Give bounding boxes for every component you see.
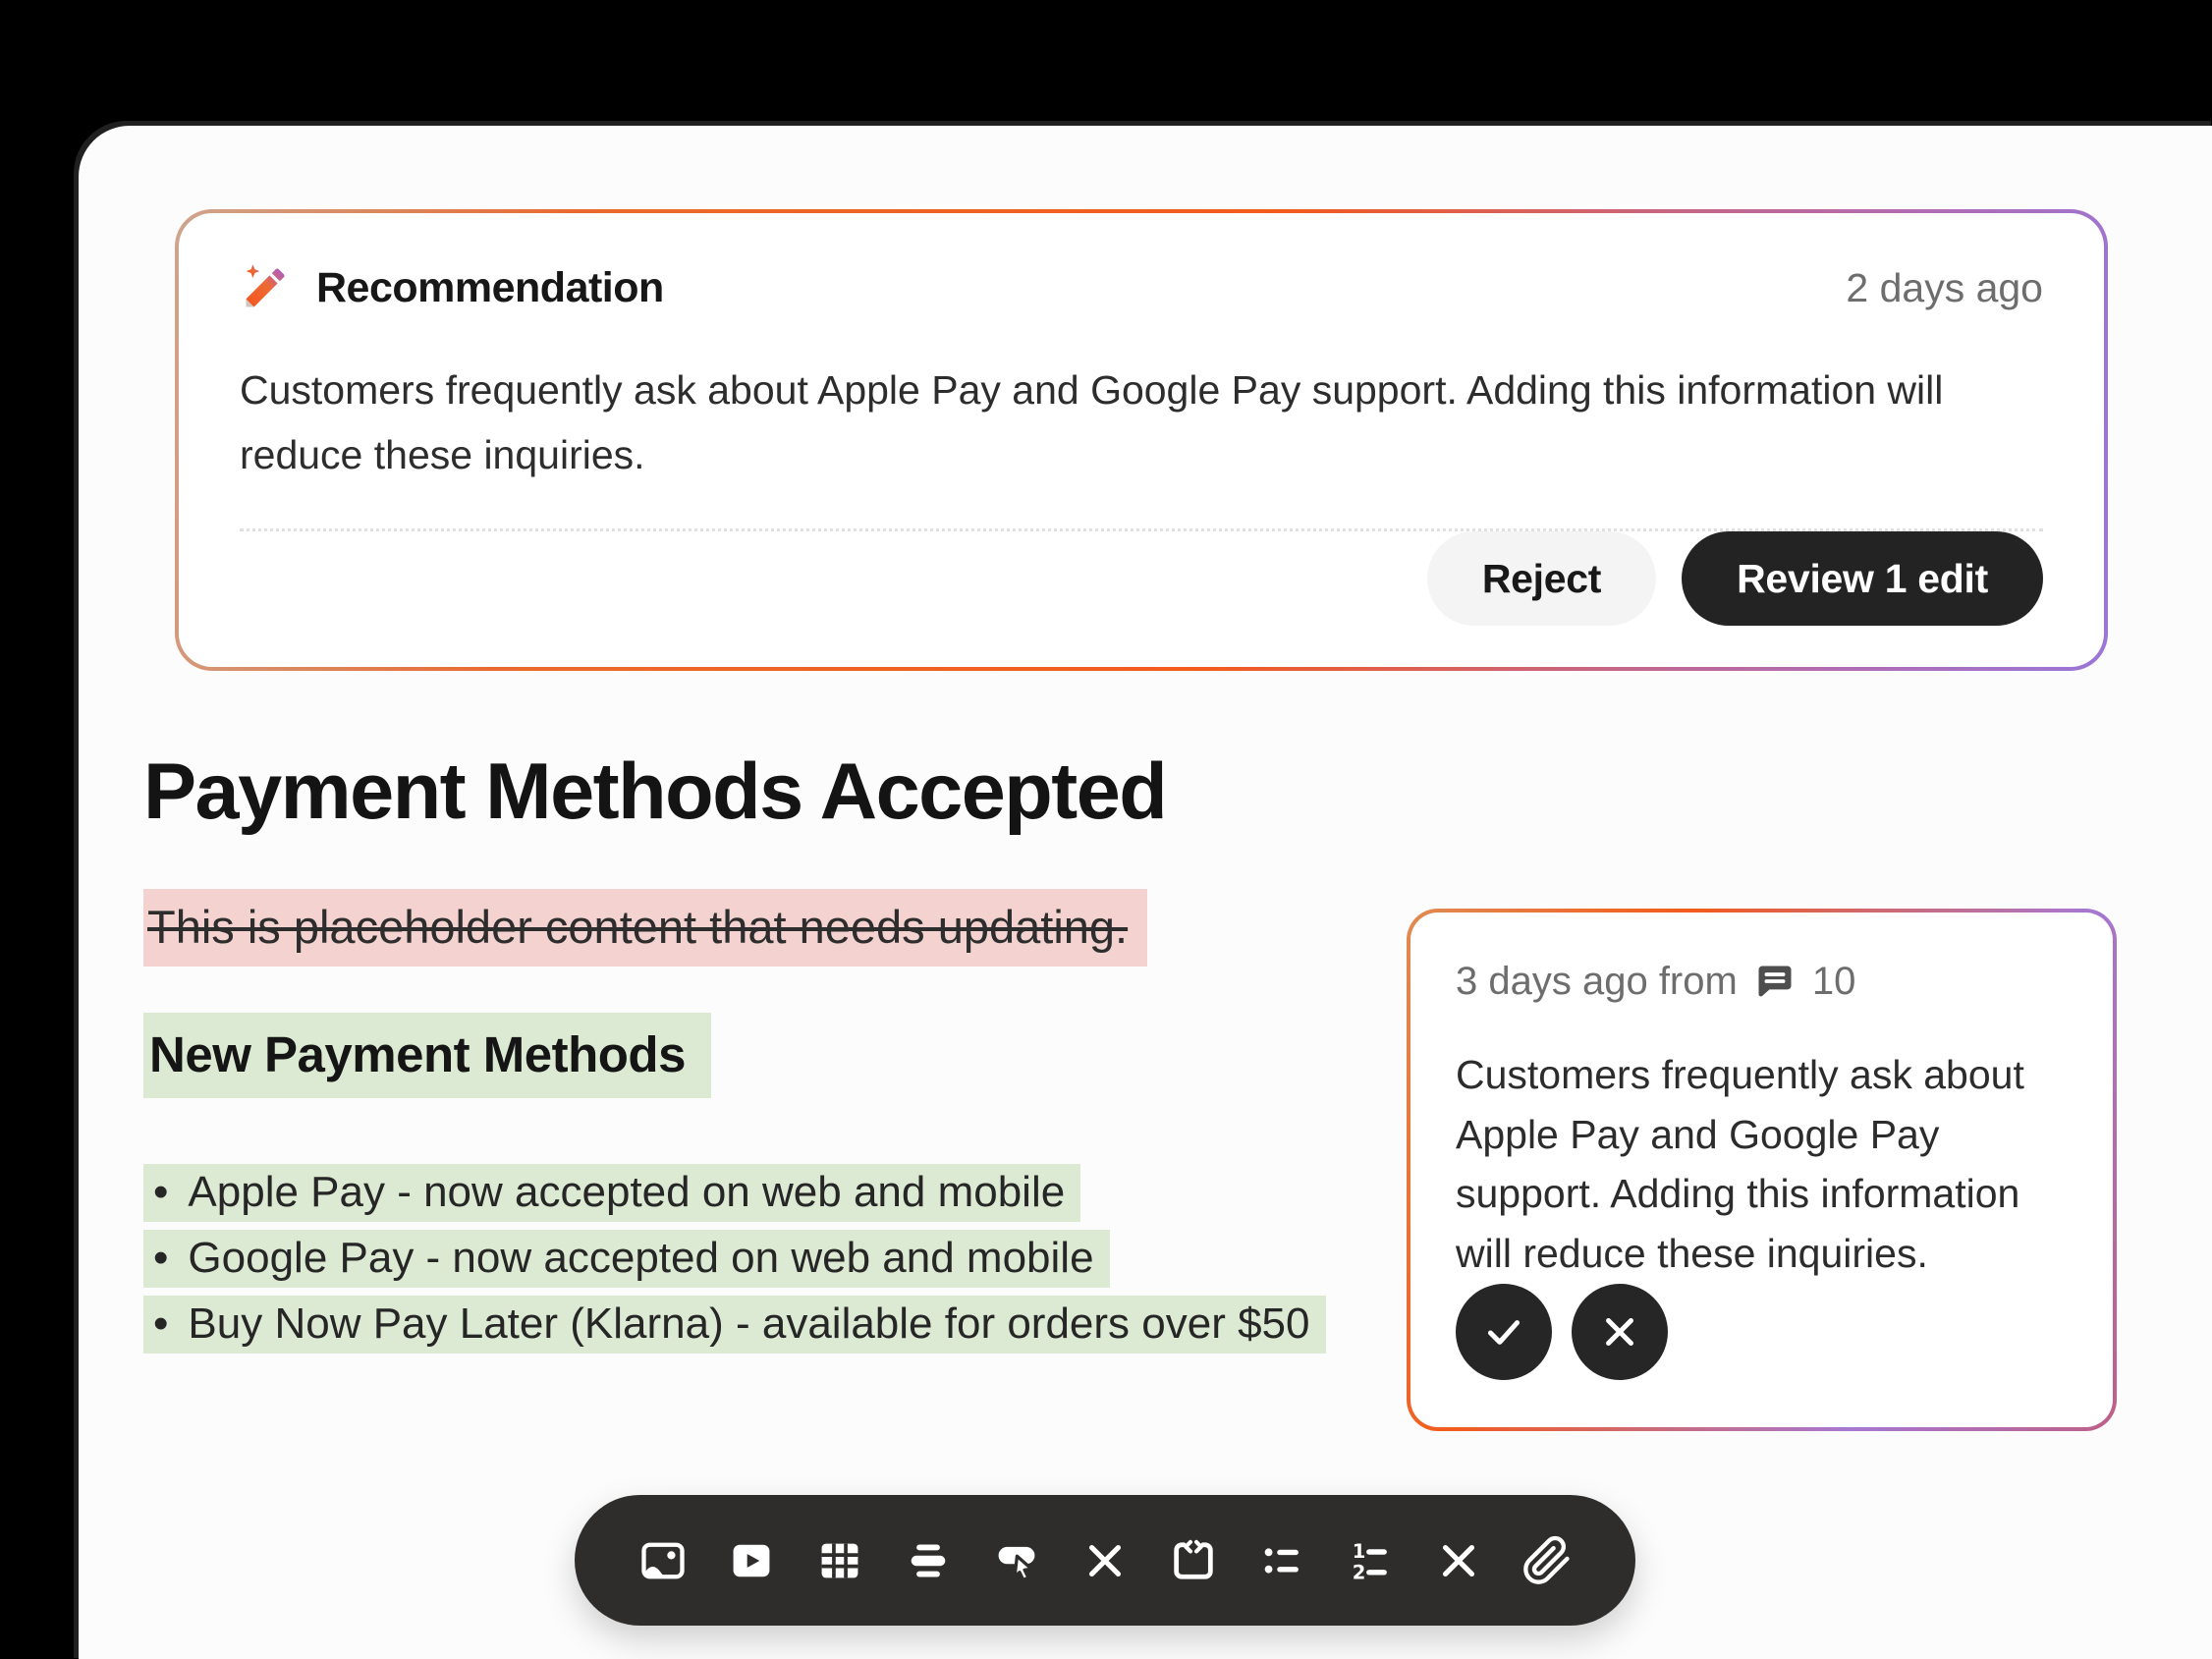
numbered-list-icon	[1345, 1535, 1396, 1586]
close-button-2[interactable]	[1431, 1533, 1486, 1588]
numbered-list-button[interactable]	[1343, 1533, 1398, 1588]
divider-icon	[903, 1535, 954, 1586]
comment-bubble-icon	[1753, 961, 1797, 1004]
editor-toolbar	[575, 1495, 1635, 1626]
sparkle-pencil-icon	[240, 262, 291, 313]
list-item[interactable]	[143, 1293, 1361, 1355]
removed-text[interactable]: This is placeholder content that needs updating.	[143, 889, 1147, 967]
review-edit-button[interactable]: Review 1 edit	[1682, 531, 2043, 626]
list-item[interactable]	[143, 1227, 1361, 1289]
list-item-text[interactable]: • Apple Pay - now accepted on web and mobile	[143, 1164, 1080, 1222]
comment-timestamp: 3 days ago from	[1456, 960, 1738, 1003]
button-cursor-icon	[991, 1535, 1042, 1586]
insert-divider-button[interactable]	[901, 1533, 956, 1588]
svg-text:2: 2	[1352, 1561, 1366, 1584]
recommendation-actions	[240, 531, 2043, 626]
comment-card-inner	[1410, 912, 2113, 1427]
document-subheading[interactable]	[143, 1025, 711, 1083]
dismiss-comment-button[interactable]	[1572, 1284, 1668, 1380]
payment-methods-list	[143, 1161, 1361, 1358]
paperclip-icon	[1521, 1535, 1573, 1586]
insert-image-button[interactable]	[636, 1533, 691, 1588]
list-item-text[interactable]: • Google Pay - now accepted on web and mobile	[143, 1230, 1110, 1288]
bulleted-list-icon	[1256, 1535, 1307, 1586]
removed-text-line[interactable]	[143, 900, 1147, 954]
attach-file-button[interactable]	[1520, 1533, 1575, 1588]
check-icon	[1479, 1307, 1528, 1356]
close-button[interactable]	[1078, 1533, 1133, 1588]
subheading-text[interactable]: New Payment Methods	[143, 1013, 711, 1098]
table-icon	[814, 1535, 865, 1586]
document-page	[79, 126, 2212, 1659]
recommendation-header	[240, 262, 2043, 313]
list-item-text[interactable]: • Buy Now Pay Later (Klarna) - available for orders over $50	[143, 1296, 1326, 1354]
close-icon	[1079, 1535, 1131, 1586]
close-icon	[1433, 1535, 1484, 1586]
insert-button-element-button[interactable]	[989, 1533, 1044, 1588]
comment-body: Customers frequently ask about Apple Pay and Google Pay support. Adding this information will reduce these inquiries.	[1456, 1052, 2024, 1277]
recommendation-timestamp: 2 days ago	[1846, 264, 2043, 310]
insert-video-button[interactable]	[724, 1533, 779, 1588]
comment-actions	[1456, 1284, 2068, 1380]
document-heading[interactable]: Payment Methods Accepted	[143, 747, 1167, 836]
comment-count: 10	[1811, 960, 1856, 1003]
image-icon	[637, 1535, 689, 1586]
comment-card	[1407, 909, 2117, 1431]
insert-code-block-button[interactable]	[1166, 1533, 1221, 1588]
recommendation-card-inner	[179, 213, 2104, 667]
recommendation-title: Recommendation	[316, 263, 664, 311]
x-icon	[1595, 1307, 1644, 1356]
video-icon	[726, 1535, 777, 1586]
accept-comment-button[interactable]	[1456, 1284, 1552, 1380]
insert-table-button[interactable]	[812, 1533, 867, 1588]
comment-header	[1456, 960, 2068, 1004]
reject-button[interactable]: Reject	[1427, 531, 1656, 626]
bulleted-list-button[interactable]	[1254, 1533, 1309, 1588]
svg-text:1: 1	[1352, 1539, 1366, 1563]
recommendation-card	[175, 209, 2108, 671]
code-block-icon	[1168, 1535, 1219, 1586]
list-item[interactable]	[143, 1161, 1361, 1223]
recommendation-body: Customers frequently ask about Apple Pay and Google Pay support. Adding this information will reduce these inquiries.	[240, 367, 1944, 477]
